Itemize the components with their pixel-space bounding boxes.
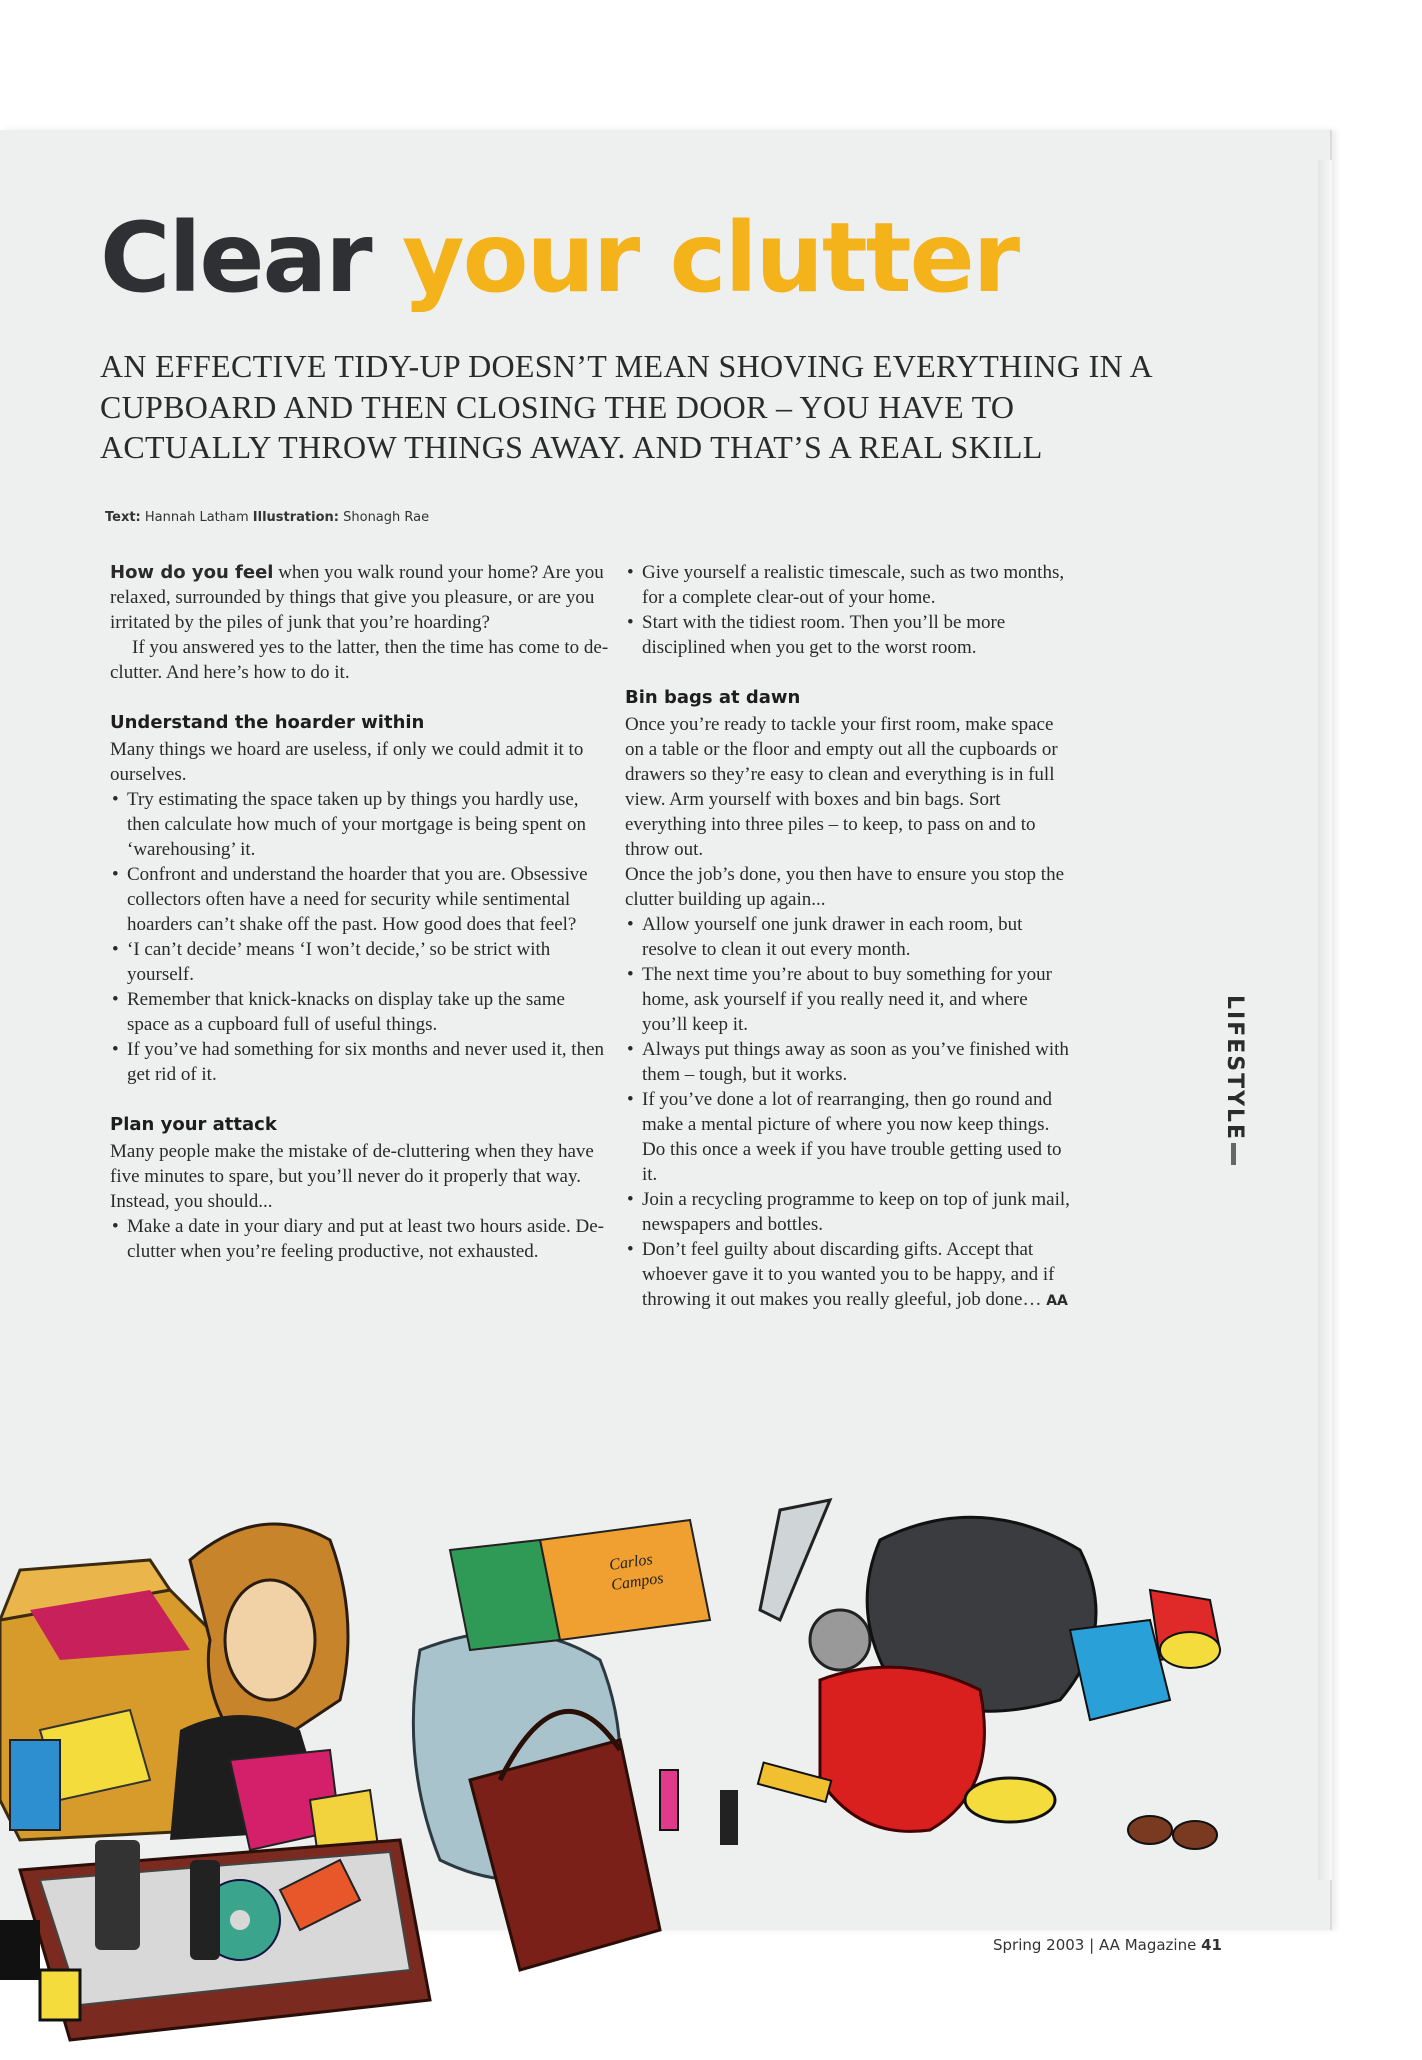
heading-bin-bags: Bin bags at dawn — [625, 687, 801, 708]
text-credit-author: Hannah Latham — [144, 510, 249, 525]
folio-separator: | — [1089, 1936, 1095, 1954]
illustration-credit-author: Shonagh Rae — [343, 510, 430, 525]
aa-signoff: AA — [1046, 1293, 1068, 1309]
plan-list — [110, 1214, 610, 1264]
list-item: • Remember that knick-knacks on display take up the same space as a cupboard full of useful things. — [110, 987, 610, 1037]
list-item: • Try estimating the space taken up by things you hardly use, then calculate how much of your mortgage is being spent on ‘warehousing’ it. — [110, 787, 610, 862]
binbags-body-2: Once the job’s done, you then have to ensure you stop the clutter building up again... — [625, 864, 1065, 910]
intro-paragraph-2: If you answered yes to the latter, then the time has come to de-clutter. And here’s how to do it. — [110, 637, 609, 683]
illustration-credit-label: Illustration: — [252, 510, 339, 525]
list-item: • Give yourself a realistic timescale, such as two months, for a complete clear-out of your home. — [625, 560, 1075, 610]
list-item: • If you’ve had something for six months and never used it, then get rid of it. — [110, 1037, 610, 1087]
section-marker — [1231, 1143, 1236, 1165]
record-label-line-2: Campos — [610, 1569, 665, 1594]
binbags-body-1: Once you’re ready to tackle your first room, make space on a table or the floor and empty out all the cupboards or drawers so they’re easy to clean and everything is in full view. Arm yourself with boxes and bin bags. Sort everything into three piles – to keep, to pass on and to throw out. — [625, 714, 1058, 860]
text-column-left — [110, 560, 610, 1264]
list-item: • Always put things away as soon as you’ve finished with them – tough, but it works. — [625, 1037, 1075, 1087]
section-label: LIFESTYLE — [1222, 995, 1247, 1142]
text-credit-label: Text: — [105, 510, 141, 525]
list-item: • Allow yourself one junk drawer in each room, but resolve to clean it out every month. — [625, 912, 1075, 962]
page-number: 41 — [1201, 1936, 1222, 1954]
heading-hoarder: Understand the hoarder within — [110, 712, 425, 733]
list-item: • Join a recycling programme to keep on top of junk mail, newspapers and bottles. — [625, 1187, 1075, 1237]
issue-date: Spring 2003 — [993, 1936, 1085, 1954]
standfirst: AN EFFECTIVE TIDY-UP DOESN’T MEAN SHOVING EVERYTHING IN A CUPBOARD AND THEN CLOSING THE DOOR – YOU HAVE TO ACTUALLY THROW THINGS AWAY. AND THAT’S A REAL SKILL — [100, 348, 1152, 466]
list-item: • Confront and understand the hoarder that you are. Obsessive collectors often have a need for security while sentimental hoarders can’t shake off the past. How good does that feel? — [110, 862, 610, 937]
plan-body: Many people make the mistake of de-cluttering when they have five minutes to spare, but you’ll never do it properly that way. Instead, you should... — [110, 1141, 594, 1212]
hoarder-list — [110, 787, 610, 1087]
article-title — [100, 202, 1019, 314]
intro-lead: How do you feel — [110, 562, 274, 583]
list-item: • If you’ve done a lot of rearranging, then go round and make a mental picture of where you now keep things. Do this once a week if you have trouble getting used to it. — [625, 1087, 1075, 1187]
page-edge — [1318, 160, 1332, 1880]
last-bullet-text: Don’t feel guilty about discarding gifts. Accept that whoever gave it to you wanted you to be happy, and if throwing it out makes you really gleeful, job done… — [642, 1239, 1055, 1310]
page-footer — [993, 1936, 1222, 1954]
list-item: • Start with the tidiest room. Then you’ll be more disciplined when you get to the worst room. — [625, 610, 1075, 660]
clutter-illustration — [0, 1500, 1330, 2060]
byline — [105, 510, 429, 525]
heading-plan: Plan your attack — [110, 1114, 277, 1135]
hoarder-body: Many things we hoard are useless, if only we could admit it to ourselves. — [110, 739, 584, 785]
magazine-name: AA Magazine — [1098, 1936, 1197, 1954]
list-item: • The next time you’re about to buy something for your home, ask yourself if you really need it, and where you’ll keep it. — [625, 962, 1075, 1037]
record-label-line-1: Carlos — [608, 1551, 654, 1574]
title-word-clear: Clear — [100, 202, 371, 314]
plan-list-continued — [625, 560, 1075, 660]
list-item — [625, 1237, 1075, 1314]
intro-paragraph — [110, 560, 610, 635]
intro-text: when you walk round your home? Are you relaxed, surrounded by things that give you pleasure, or are you irritated by the piles of junk that you’re hoarding? — [110, 562, 604, 633]
magazine-page — [0, 130, 1332, 1954]
binbags-list — [625, 912, 1075, 1314]
text-column-right — [625, 560, 1075, 1314]
list-item: • Make a date in your diary and put at least two hours aside. De-clutter when you’re feeling productive, not exhausted. — [110, 1214, 610, 1264]
list-item: • ‘I can’t decide’ means ‘I won’t decide,’ so be strict with yourself. — [110, 937, 610, 987]
title-words-your-clutter: your clutter — [402, 202, 1019, 314]
